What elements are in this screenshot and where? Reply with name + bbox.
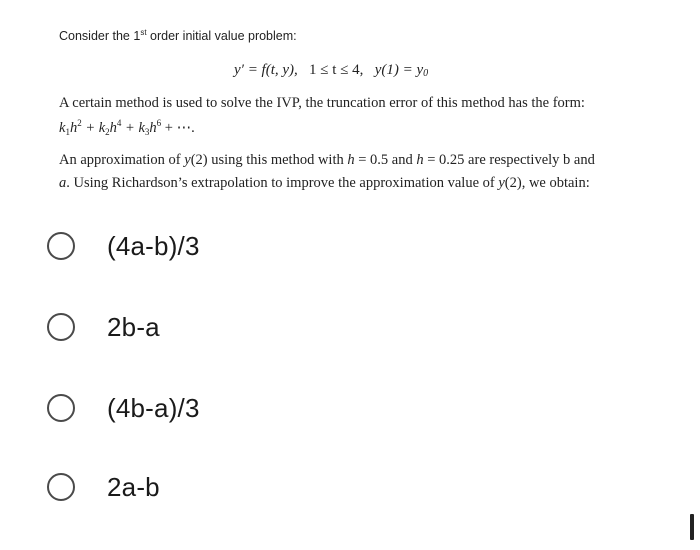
radio-button[interactable]: [47, 313, 75, 341]
answer-option-4[interactable]: [47, 467, 160, 507]
option-label: (4b-a)/3: [107, 392, 200, 423]
ivp-initial-subscript: 0: [423, 68, 429, 79]
radio-button[interactable]: [47, 394, 75, 422]
intro-suffix: order initial value problem:: [146, 29, 297, 43]
option-label: 2a-b: [107, 471, 160, 502]
ivp-initial-condition: y(1) = y: [374, 62, 424, 78]
option-label: (4a-b)/3: [107, 230, 200, 261]
scrollbar-thumb[interactable]: [690, 514, 694, 540]
question-intro: [59, 28, 297, 43]
option-label: 2b-a: [107, 311, 160, 342]
answer-option-2[interactable]: [47, 307, 160, 347]
intro-superscript: st: [140, 28, 147, 37]
truncation-series: $k_1h^2 + k_2h^4 + k_3h^6$ + ⋯.: [59, 118, 195, 137]
answer-option-3[interactable]: [47, 388, 200, 428]
radio-button[interactable]: [47, 232, 75, 260]
radio-button[interactable]: [47, 473, 75, 501]
truncation-text: A certain method is used to solve the IVP, the truncation error of this method has the form:: [59, 95, 585, 111]
approximation-text-line-1: An approximation of y(2) using this method with h = 0.5 and h = 0.25 are respectively b and: [59, 152, 595, 168]
ivp-range: 1 ≤ t ≤ 4,: [309, 62, 364, 78]
answer-option-1[interactable]: [47, 226, 200, 266]
ivp-equation: [234, 62, 428, 79]
ivp-ode: y′ = f(t, y),: [234, 62, 298, 78]
approximation-text-line-2: a. Using Richardson’s extrapolation to improve the approximation value of y(2), we obtain:: [59, 175, 590, 191]
intro-prefix: Consider the 1: [59, 29, 141, 43]
